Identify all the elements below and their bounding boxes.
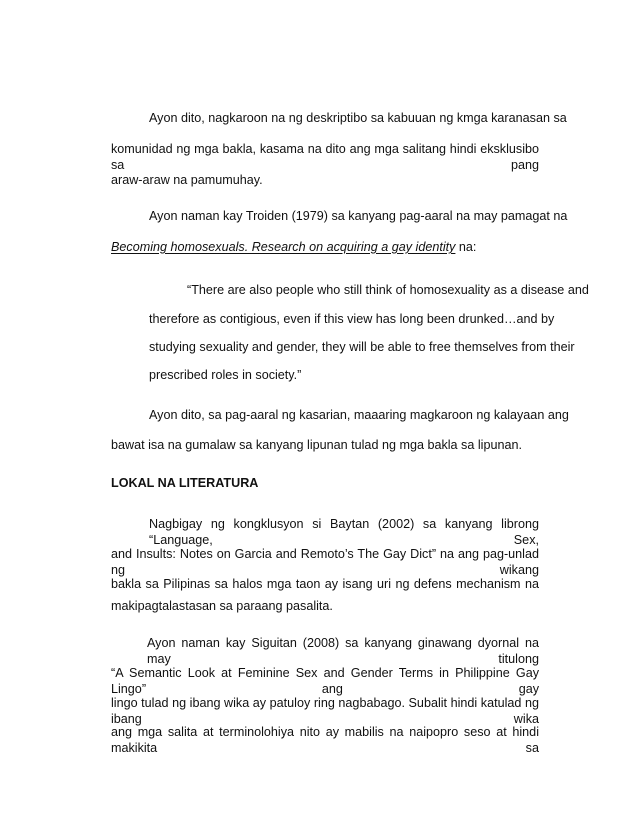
book-title: Becoming homosexuals. Research on acquiring a gay identity [111,240,456,254]
p4-line-3: bakla sa Pilipinas sa halos mga taon ay isang uri ng defens mechanism na [111,577,539,591]
p4-line-4: makipagtalastasan sa paraang pasalita. [111,599,333,613]
p5-line-4: ang mga salita at terminolohiya nito ay mabilis na naipopro seso at hindi makikita sa [111,725,539,755]
p3-line-2: bawat isa na gumalaw sa kanyang lipunan tulad ng mga bakla sa lipunan. [111,438,522,452]
p5-line-3: lingo tulad ng ibang wika ay patuloy ring nagbabago. Subalit hindi katulad ng ibang wika [111,696,539,726]
p2-line-1: Ayon naman kay Troiden (1979) sa kanyang pag-aaral na may pamagat na [149,209,568,223]
quote-line-4: prescribed roles in society.” [149,368,302,382]
p2-line-2-suffix: na: [455,240,477,254]
quote-line-3: studying sexuality and gender, they will be able to free themselves from their [149,340,575,354]
quote-line-2: therefore as contigious, even if this view has long been drunked…and by [149,312,555,326]
p1-line-3: araw-araw na pamumuhay. [111,173,263,187]
p5-line-2: “A Semantic Look at Feminine Sex and Gender Terms in Philippine Gay Lingo” ang gay [111,666,539,696]
p1-line-1: Ayon dito, nagkaroon na ng deskriptibo sa kabuuan ng kmga karanasan sa [149,111,567,125]
p4-line-1: Nagbigay ng kongklusyon si Baytan (2002) sa kanyang librong “Language, Sex, [149,517,539,547]
p5-line-1: Ayon naman kay Siguitan (2008) sa kanyang ginawang dyornal na may titulong [147,636,539,666]
p4-line-2: and Insults: Notes on Garcia and Remoto’s The Gay Dict” na ang pag-unlad ng wikang [111,547,539,577]
p3-line-1: Ayon dito, sa pag-aaral ng kasarian, maaaring magkaroon ng kalayaan ang [149,408,569,422]
p2-line-2 [111,239,476,255]
quote-line-1: “There are also people who still think of homosexuality as a disease and [187,283,589,297]
section-heading: LOKAL NA LITERATURA [111,476,259,490]
p1-line-2: komunidad ng mga bakla, kasama na dito ang mga salitang hindi eksklusibo sa pang [111,142,539,172]
